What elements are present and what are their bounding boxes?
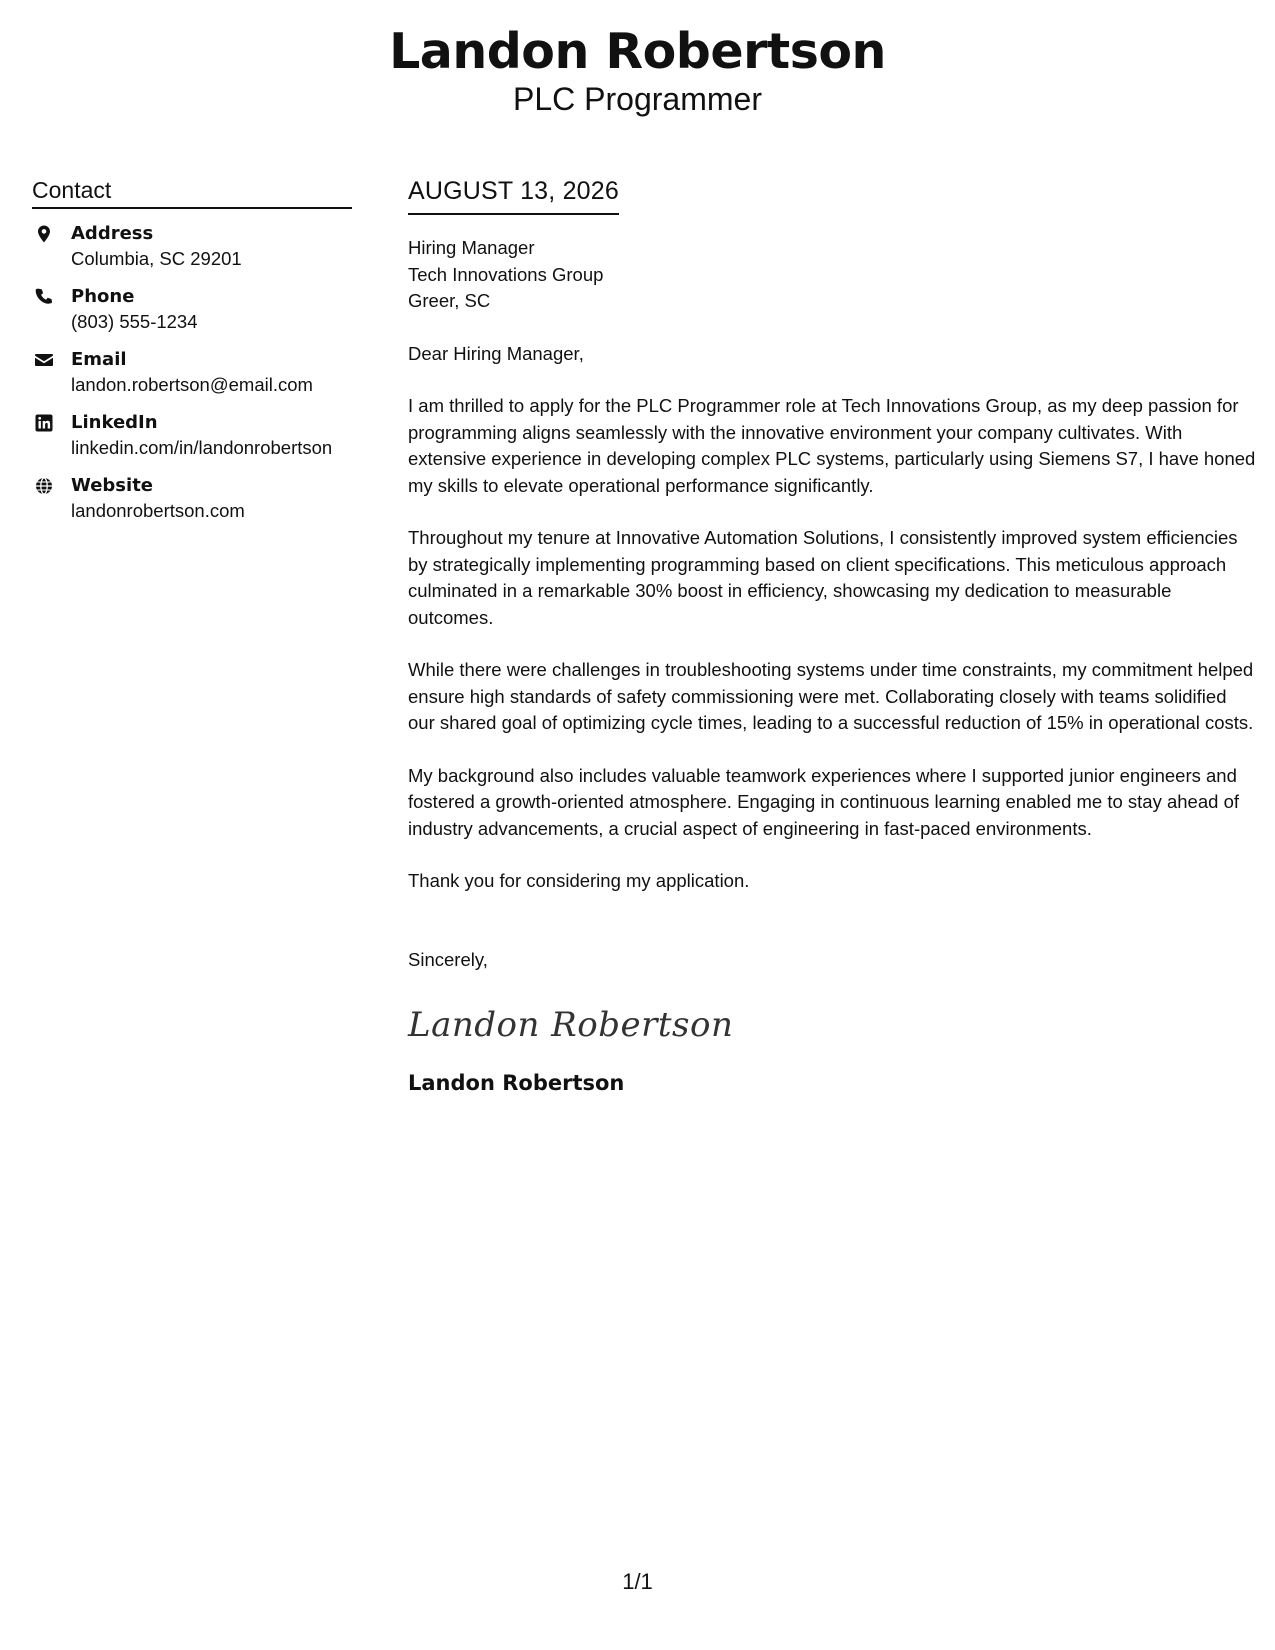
- body-paragraph: While there were challenges in troubleshooting systems under time constraints, my commitment helped ensure high standards of safety commissioning were met. Collaborating closely with teams solidified our shared goal of optimizing cycle times, leading to a successful reduction of 15% in operational costs.: [408, 659, 1254, 733]
- contact-item-linkedin: [32, 410, 352, 460]
- website-value: landonrobertson.com: [71, 500, 245, 521]
- contact-item-email: [32, 347, 352, 397]
- recipient-location: Greer, SC: [408, 290, 491, 311]
- body-paragraph: I am thrilled to apply for the PLC Programmer role at Tech Innovations Group, as my deep passion for programming aligns seamlessly with the innovative environment your company cultivates. With extensive experience in developing complex PLC systems, particularly using Siemens S7, I have honed my skills to elevate operational performance significantly.: [408, 395, 1256, 496]
- page-number: 1/1: [622, 1569, 653, 1594]
- phone-icon: [34, 287, 54, 307]
- letter-date: AUGUST 13, 2026: [408, 175, 619, 215]
- letter-body: [408, 175, 1258, 1097]
- phone-label: Phone: [71, 286, 135, 307]
- body-paragraph: Throughout my tenure at Innovative Automation Solutions, I consistently improved system efficiencies by strategically implementing programming based on client specifications. This meticulous approach culminated in a remarkable 30% boost in efficiency, showcasing my dedication to measurable outcomes.: [408, 527, 1238, 628]
- envelope-icon: [34, 350, 54, 370]
- phone-value: (803) 555-1234: [71, 311, 198, 332]
- contact-heading: Contact: [32, 175, 352, 209]
- body-paragraph: My background also includes valuable teamwork experiences where I supported junior engineers and fostered a growth-oriented atmosphere. Engaging in continuous learning enabled me to stay ahead of industry advancements, a crucial aspect of engineering in fast-paced environments.: [408, 764, 1239, 839]
- map-pin-icon: [34, 224, 54, 244]
- contact-item-address: [32, 221, 352, 271]
- applicant-title: PLC Programmer: [513, 81, 762, 117]
- contact-item-phone: [32, 284, 352, 334]
- recipient-name: Hiring Manager: [408, 237, 535, 258]
- address-value: Columbia, SC 29201: [71, 248, 242, 269]
- email-label: Email: [71, 349, 127, 370]
- linkedin-icon: [34, 413, 54, 433]
- contact-item-website: [32, 473, 352, 523]
- salutation: Dear Hiring Manager,: [408, 342, 584, 364]
- address-label: Address: [71, 223, 154, 244]
- recipient-block: [408, 235, 1258, 315]
- applicant-name: Landon Robertson: [389, 23, 886, 80]
- handwritten-signature: Landon Robertson: [408, 1005, 734, 1045]
- signoff: Sincerely,: [408, 948, 488, 970]
- globe-icon: [34, 476, 54, 496]
- letter-header: [0, 22, 1275, 118]
- linkedin-label: LinkedIn: [71, 412, 158, 433]
- email-value: landon.robertson@email.com: [71, 374, 313, 395]
- recipient-company: Tech Innovations Group: [408, 263, 604, 285]
- contact-sidebar: [32, 175, 352, 536]
- signer-name: Landon Robertson: [408, 1071, 625, 1095]
- closing-line: Thank you for considering my application.: [408, 870, 750, 891]
- linkedin-value: linkedin.com/in/landonrobertson: [71, 437, 333, 458]
- website-label: Website: [71, 475, 154, 496]
